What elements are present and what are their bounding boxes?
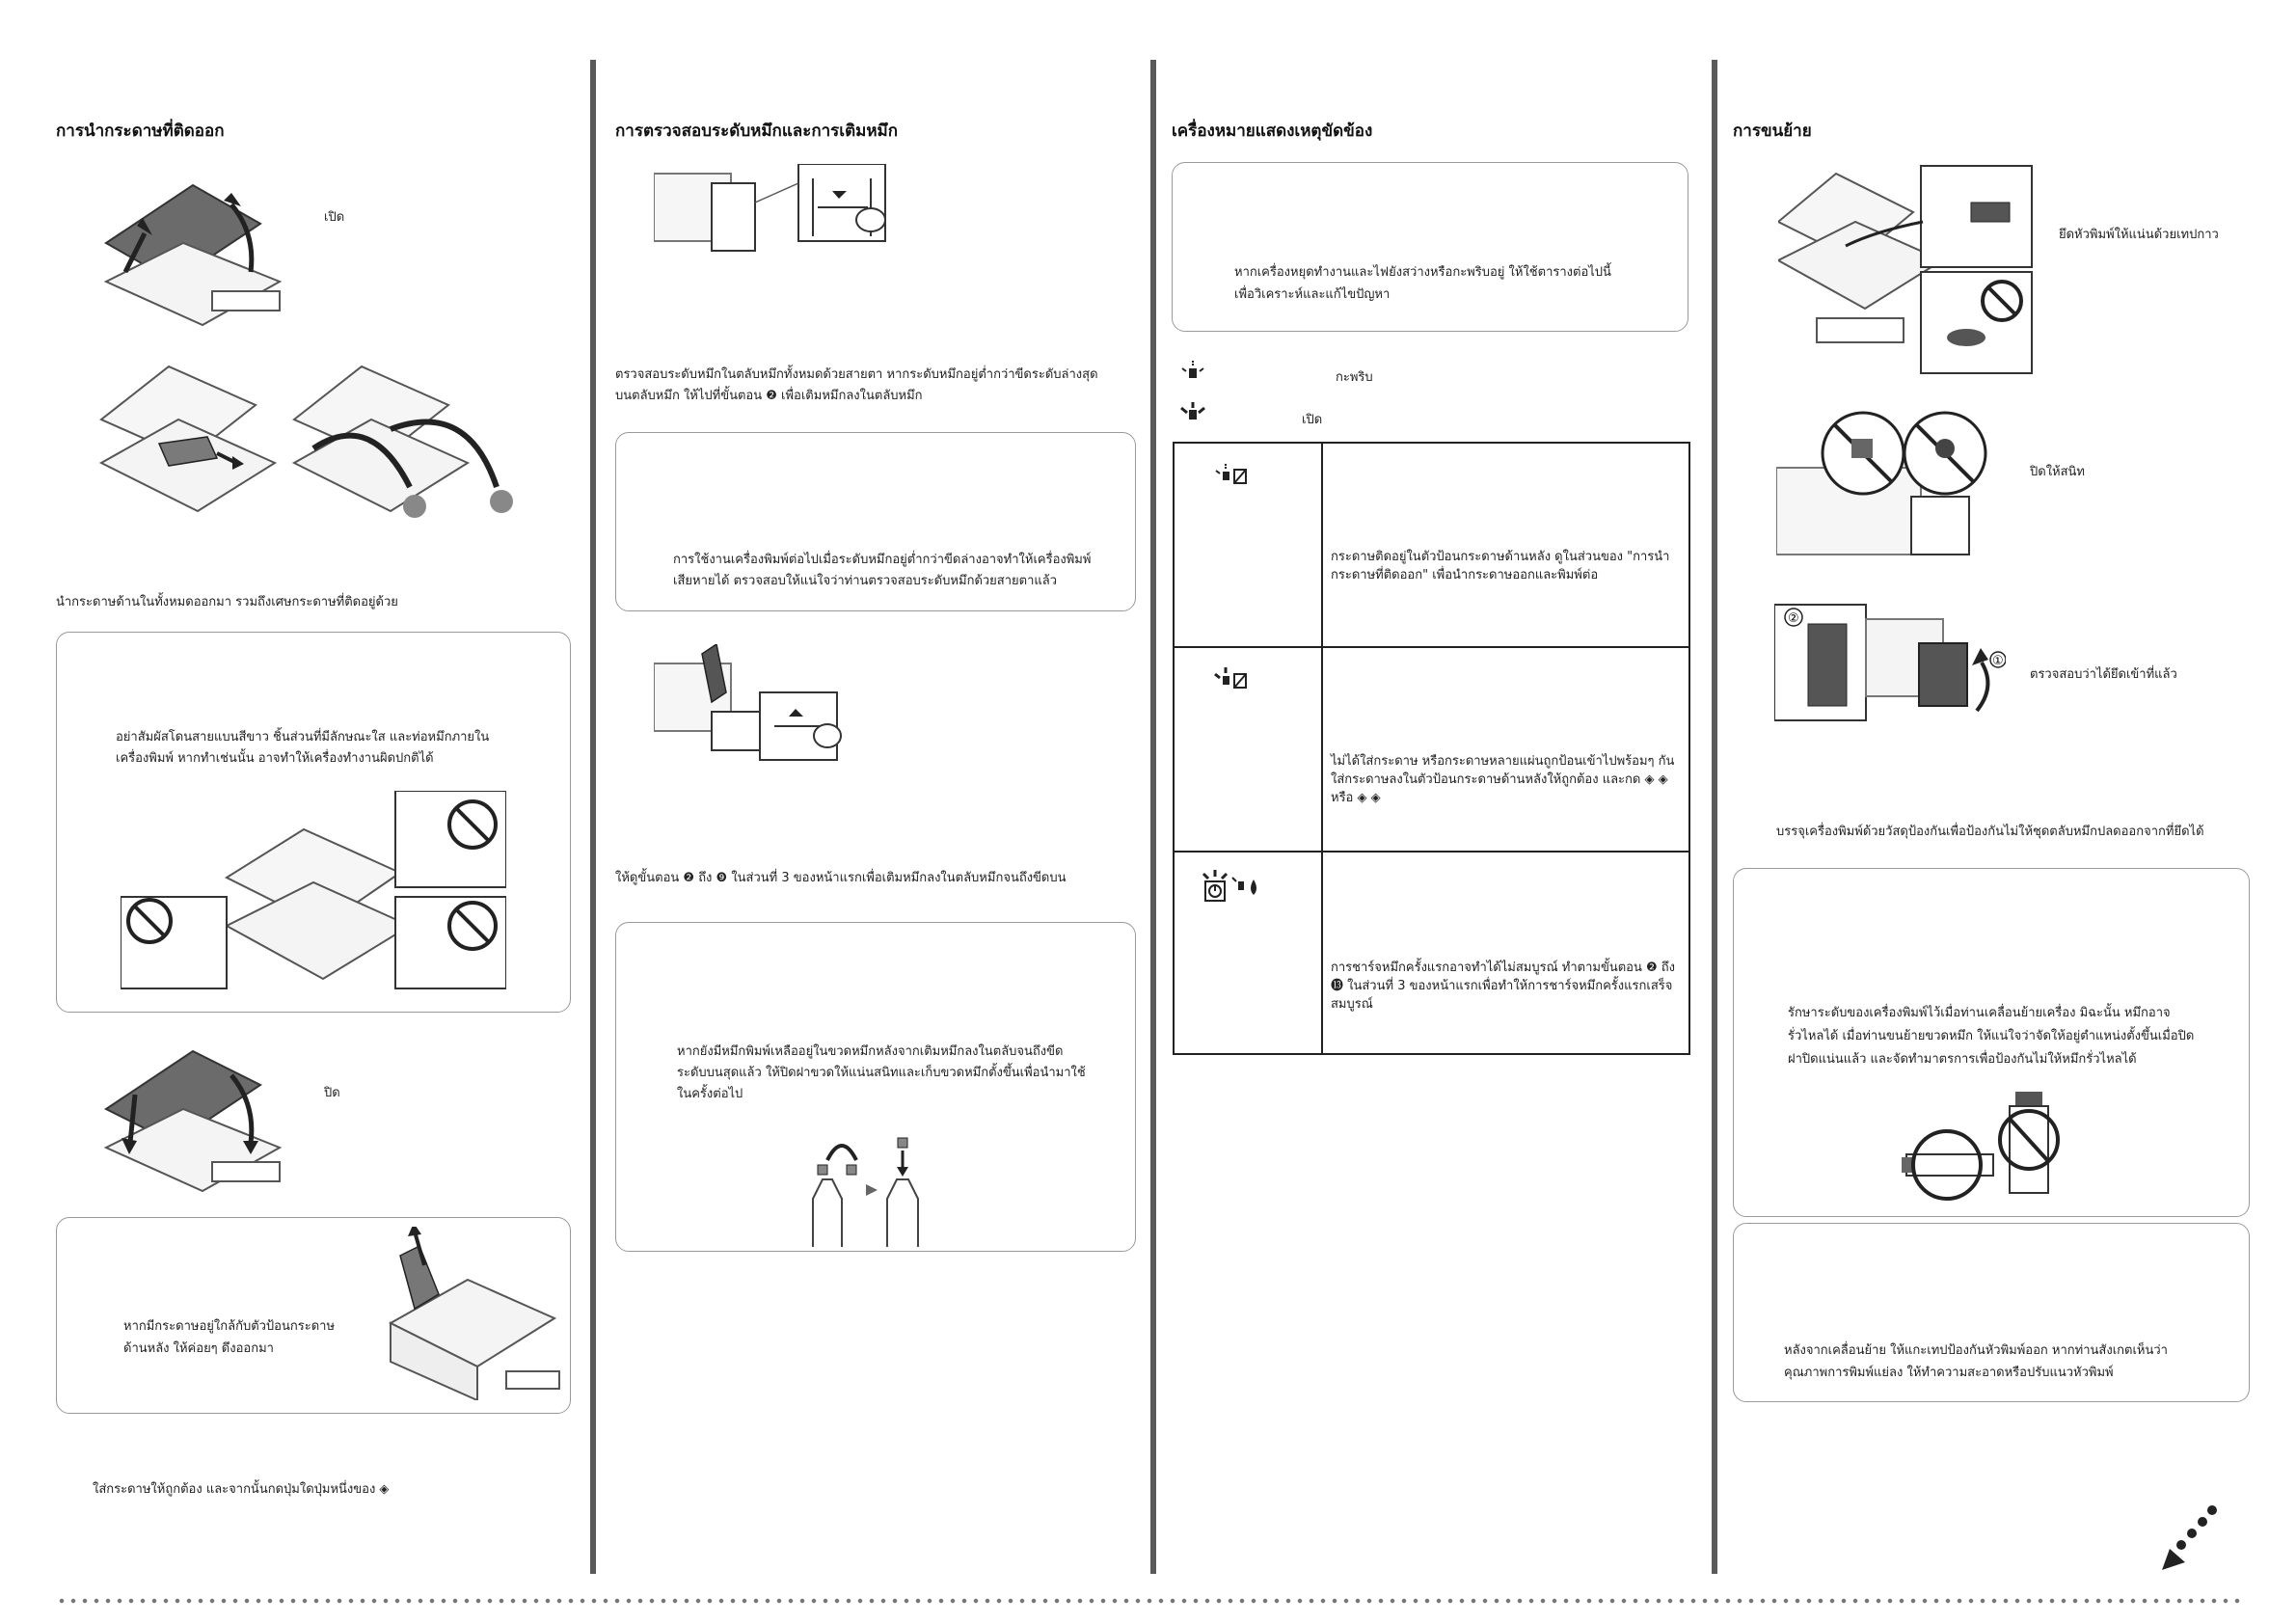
tape-print-head-illustration — [1778, 164, 2039, 386]
refill-ink-illustration — [654, 644, 866, 770]
printer-open-illustration — [87, 166, 299, 330]
remove-paper-text: นำกระดาษด้านในทั้งหมดออกมา รวมถึงเศษกระดาษที่ติดอยู่ด้วย — [56, 595, 398, 609]
error-icon-cell — [1174, 443, 1322, 647]
check-attached-label: ตรวจสอบว่าได้ยึดเข้าที่แล้ว — [2030, 667, 2177, 682]
keep-level-line-2: รั่วไหลได้ เมื่อท่านขนย้ายขวดหมึก ให้แน่ใจว่าจัดให้อยู่ตำแหน่งตั้งขึ้นเมื่อปิด — [1788, 1029, 2195, 1043]
close-tight-label: ปิดให้สนิท — [2030, 465, 2086, 479]
error-description-cell — [1322, 443, 1689, 647]
rear-feeder-illustration — [381, 1227, 564, 1400]
column-paper-jam — [0, 0, 588, 1624]
open-label: เปิด — [324, 210, 345, 225]
error-icon-cell — [1174, 647, 1322, 852]
error-intro-box — [1172, 162, 1688, 332]
error-description-cell — [1322, 647, 1689, 852]
pack-printer-text: บรรจุเครื่องพิมพ์ด้วยวัสดุป้องกันเพื่อป้องกันไม่ให้ชุดตลับหมึกปลดออกจากที่ยึดได้ — [1776, 825, 2204, 839]
error-intro-line-1: หากเครื่องหยุดทำงานและไฟยังสว่างหรือกะพริบอยู่ ให้ใช้ตารางต่อไปนี้ — [1234, 265, 1611, 280]
note-ink-bottle-line-3: ในครั้งต่อไป — [677, 1087, 743, 1101]
error-row-2-line-2: ใส่กระดาษลงในตัวป้อนกระดาษด้านหลังให้ถูกต้อง และกด ◈ ◈ — [1331, 772, 1668, 787]
error-icon-cell — [1174, 852, 1322, 1054]
on-light-icon — [1178, 402, 1207, 425]
blink-light-icon — [1178, 361, 1207, 384]
table-row — [1174, 443, 1689, 647]
ink-bottle-cap-illustration — [808, 1126, 933, 1247]
after-transport-line-1: หลังจากเคลื่อนย้าย ให้แกะเทปป้องกันหัวพิมพ์ออก หากท่านสังเกตเห็นว่า — [1784, 1343, 2168, 1358]
column-divider-2 — [1150, 60, 1156, 1574]
section-heading-transporting: การขนย้าย — [1733, 122, 1812, 141]
note-ink-bottle-line-1: หากยังมีหมึกพิมพ์เหลืออยู่ในขวดหมึกหลังจากเติมหมึกลงในตลับจนถึงขีด — [677, 1044, 1064, 1059]
section-heading-ink-level: การตรวจสอบระดับหมึกและการเติมหมึก — [615, 122, 899, 141]
error-description-cell — [1322, 852, 1689, 1054]
column-transporting — [1718, 0, 2296, 1624]
caution-white-cable-line-1: อย่าสัมผัสโดนสายแบนสีขาว ชิ้นส่วนที่มีลักษณะใส และท่อหมึกภายใน — [116, 730, 490, 744]
load-paper-text: ใส่กระดาษให้ถูกต้อง และจากนั้นกดปุ่มใดปุ่มหนึ่งของ ◈ — [93, 1482, 390, 1497]
keep-level-line-3: ฝาปิดแน่นแล้ว และจัดทำมาตรการเพื่อป้องกันไม่ให้หมึกรั่วไหลได้ — [1788, 1052, 2137, 1067]
error-row-2-line-1: ไม่ได้ใส่กระดาษ หรือกระดาษหลายแผ่นถูกป้อนเข้าไปพร้อมๆ กัน — [1331, 754, 1675, 769]
error-row-1-line-1: กระดาษติดอยู่ในตัวป้อนกระดาษด้านหลัง ดูในส่วนของ "การนำ — [1331, 550, 1670, 564]
remove-paper-illustration-1 — [92, 352, 284, 521]
close-tank-cap-illustration — [1776, 410, 2027, 559]
rear-feeder-note-line-1: หากมีกระดาษอยู่ใกล้กับตัวป้อนกระดาษ — [123, 1319, 336, 1334]
column-divider-3 — [1712, 60, 1717, 1574]
close-label: ปิด — [324, 1086, 340, 1100]
remove-paper-illustration-2 — [284, 352, 526, 535]
rear-feeder-note-line-2: ด้านหลัง ให้ค่อยๆ ดึงออกมา — [123, 1341, 274, 1356]
caution-ink-level-line-2: เสียหายได้ ตรวจสอบให้แน่ใจว่าท่านตรวจสอบระดับหมึกด้วยสายตาแล้ว — [673, 574, 1058, 588]
error-intro-line-2: เพื่อวิเคราะห์และแก้ไขปัญหา — [1234, 287, 1391, 302]
callout-number-one: ① — [1992, 654, 2004, 668]
error-row-3-line-2: ⓭ ในส่วนที่ 3 ของหน้าแรกเพื่อทำให้การชาร์จหมึกครั้งแรกเสร็จ — [1331, 979, 1673, 993]
callout-number-two: ② — [1788, 611, 1799, 626]
caution-white-cable-line-2: เครื่องพิมพ์ หากทำเช่นนั้น อาจทำให้เครื่องทำงานผิดปกติได้ — [116, 751, 434, 766]
legend-blink-label: กะพริบ — [1336, 370, 1373, 385]
printer-close-illustration — [87, 1027, 299, 1201]
paper-jam-blink-icon — [1213, 463, 1252, 488]
caution-ink-level-line-1: การใช้งานเครื่องพิมพ์ต่อไปเมื่อระดับหมึกอยู่ต่ำกว่าขีดล่างอาจทำให้เครื่องพิมพ์ — [673, 553, 1092, 567]
note-ink-bottle-line-2: ระดับบนสุดแล้ว ให้ปิดฝาขวดให้แน่นสนิทและเก็บขวดหมึกตั้งขึ้นเพื่อนำมาใช้ — [677, 1066, 1086, 1080]
error-row-3-line-3: สมบูรณ์ — [1331, 997, 1373, 1012]
section-heading-paper-jam: การนำกระดาษที่ติดออก — [56, 122, 225, 141]
keep-level-line-1: รักษาระดับของเครื่องพิมพ์ไว้เมื่อท่านเคลื่อนย้ายเครื่อง มิฉะนั้น หมึกอาจ — [1788, 1006, 2171, 1020]
legend-on-label: เปิด — [1302, 413, 1323, 427]
error-row-1-line-2: กระดาษที่ติดออก" เพื่อนำกระดาษออกและพิมพ์ต่อ — [1331, 568, 1599, 582]
error-row-3-line-1: การชาร์จหมึกครั้งแรกอาจทำได้ไม่สมบูรณ์ ทำตามขั้นตอน ❷ ถึง — [1331, 961, 1675, 975]
column-error-indicators — [1157, 0, 1716, 1624]
refill-steps-text: ให้ดูขั้นตอน ❷ ถึง ❾ ในส่วนที่ 3 ของหน้าแรกเพื่อเติมหมึกลงในตลับหมึกจนถึงขีดบน — [615, 871, 1067, 885]
do-not-touch-illustration — [121, 791, 506, 993]
check-ink-text-line-2: บนตลับหมึก ให้ไปที่ขั้นตอน ❷ เพื่อเติมหมึกลงในตลับหมึก — [615, 389, 923, 403]
check-ink-text-line-1: ตรวจสอบระดับหมึกในตลับหมึกทั้งหมดด้วยสายตา หากระดับหมึกอยู่ต่ำกว่าขีดระดับล่างสุด — [615, 367, 1098, 382]
error-row-2-line-3: หรือ ◈ ◈ — [1331, 791, 1381, 805]
page-bottom-dotted-line — [56, 1598, 2240, 1604]
tape-label: ยึดหัวพิมพ์ให้แน่นด้วยเทปกาว — [2059, 228, 2219, 242]
paper-out-on-icon — [1213, 667, 1252, 692]
table-row — [1174, 647, 1689, 852]
table-row — [1174, 852, 1689, 1054]
power-ink-icon — [1200, 868, 1267, 907]
ink-bottle-upright-illustration — [1902, 1082, 2066, 1203]
after-transport-line-2: คุณภาพการพิมพ์แย่ลง ให้ทำความสะอาดหรือปรับแนวหัวพิมพ์ — [1784, 1366, 2114, 1380]
error-indicator-table — [1173, 442, 1690, 1055]
column-ink-level — [596, 0, 1157, 1624]
ink-level-check-illustration — [654, 164, 914, 270]
section-heading-error-indicators: เครื่องหมายแสดงเหตุขัดข้อง — [1172, 122, 1373, 141]
continue-arrow-icon — [2162, 1504, 2220, 1572]
tank-unit-attached-illustration — [1774, 600, 2006, 730]
